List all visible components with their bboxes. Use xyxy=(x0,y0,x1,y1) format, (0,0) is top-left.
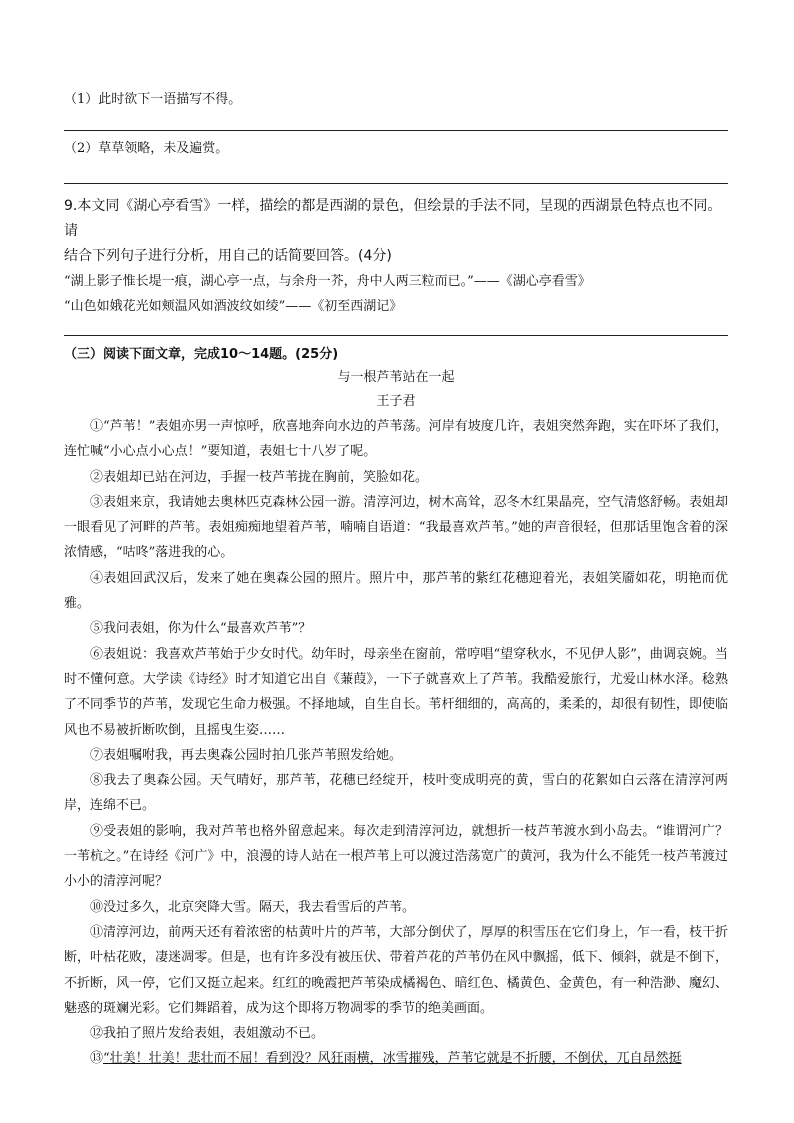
article-author: 王子君 xyxy=(376,394,416,409)
paragraph-1: ①“芦苇！”表姐亦男一声惊呼，欣喜地奔向水边的芦苇荡。河岸有坡度几许，表姐突然奔跑，实在吓坏了我们，连忙喊“小心点小心点！”要知道，表姐七十八岁了呢。 xyxy=(64,419,728,460)
answer-line-1 xyxy=(64,130,728,131)
question-9 xyxy=(64,194,728,319)
paragraph-2: ②表姐却已站在河边，手握一枝芦苇拢在胸前，笑脸如花。 xyxy=(90,469,429,485)
paragraph-11: ⑪清淳河边，前两天还有着浓密的枯黄叶片的芦苇，大部分倒伏了，厚厚的积雪压在它们身上，乍一看，枝干折断，叶枯花败，凄迷凋零。但是，也有许多没有被压伏、带着芦花的芦苇仍在风中飘摇，低下、倾斜，就是不倒下，不折断，风一停，它们又挺立起来。红红的晚霞把芦苇染成橘褐色、暗红色、橘黄色、金黄色，有一种浩渺、魔幻、魅惑的斑斓光彩。它们舞蹈着，成为这个即将万物凋零的季节的绝美画面。 xyxy=(64,924,728,1016)
question-9-quote-1: “湖上影子惟长堤一痕，湖心亭一点，与余舟一芥，舟中人两三粒而已。”——《湖心亭看雪》 xyxy=(64,274,591,289)
paragraph-3: ③表姐来京，我请她去奥林匹克森林公园一游。清淳河边，树木高耸，忍冬木红果晶亮，空气清悠舒畅。表姐却一眼看见了河畔的芦苇。表姐痴痴地望着芦苇，喃喃自语道：“我最喜欢芦苇。”她的声音很轻，但那话里饱含着的深浓情感，“咕咚”落进我的心。 xyxy=(64,494,728,561)
paragraph-13-number: ⑬ xyxy=(90,1051,104,1067)
translation-item-2: （2）草草领略，未及遍赏。 xyxy=(64,141,229,156)
paragraph-8: ⑧我去了奥森公园。天气晴好，那芦苇，花穗已经绽开，枝叶变成明亮的黄，雪白的花絮如白云落在清淳河两岸，连绵不已。 xyxy=(64,773,728,814)
translation-item-1: （1）此时欲下一语描写不得。 xyxy=(64,92,242,107)
paragraph-7: ⑦表姐嘱咐我，再去奥森公园时拍几张芦苇照发给她。 xyxy=(90,747,403,763)
section-heading: （三）阅读下面文章，完成10～14题。(25分) xyxy=(64,347,339,362)
paragraph-12: ⑫我拍了照片发给表姐，表姐激动不已。 xyxy=(90,1026,325,1042)
paragraph-13-underlined-text: “壮美！壮美！悲壮而不屈！看到没？风狂雨横，冰雪摧残，芦苇它就是不折腰，不倒伏，兀自昂然挺 xyxy=(103,1051,682,1067)
paragraph-13 xyxy=(64,1046,728,1071)
document-page xyxy=(64,84,728,1072)
paragraph-10: ⑩没过多久，北京突降大雪。隔天，我去看雪后的芦苇。 xyxy=(90,899,416,915)
paragraph-6: ⑥表姐说：我喜欢芦苇始于少女时代。幼年时，母亲坐在窗前，常哼唱“望穿秋水，不见伊人影”，曲调哀婉。当时不懂何意。大学读《诗经》时才知道它出自《蒹葭》，一下子就喜欢上了芦苇。我酷爱旅行，尤爱山林水泽。稔熟了不同季节的芦苇，发现它生命力极强。不择地域，自生自长。苇杆细细的，高高的，柔柔的，却很有韧性，即使临风也不易被折断吹倒，且摇曳生姿…… xyxy=(64,646,728,738)
paragraph-4: ④表姐回武汉后，发来了她在奥森公园的照片。照片中，那芦苇的紫红花穗迎着光，表姐笑靥如花，明艳而优雅。 xyxy=(64,570,728,612)
paragraph-5: ⑤我问表姐，你为什么“最喜欢芦苇”？ xyxy=(90,621,312,637)
question-9-line-1: 9.本文同《湖心亭看雪》一样，描绘的都是西湖的景色，但绘景的手法不同，呈现的西湖景色特点也不同。请 xyxy=(64,198,722,239)
question-9-line-2: 结合下列句子进行分析，用自己的话简要回答。(4分) xyxy=(64,248,392,264)
section-3 xyxy=(64,344,728,1072)
answer-line-2 xyxy=(64,183,728,184)
paragraph-9: ⑨受表姐的影响，我对芦苇也格外留意起来。每次走到清淳河边，就想折一枝芦苇渡水到小岛去。“谁谓河广？一苇杭之。”在诗经《河广》中，浪漫的诗人站在一根芦苇上可以渡过浩荡宽广的黄河，我为什么不能凭一枝芦苇渡过小小的清淳河呢？ xyxy=(64,823,728,890)
question-9-quote-2: “山色如娥花光如颊温风如酒波纹如绫”——《初至西湖记》 xyxy=(64,299,403,314)
article-title: 与一根芦苇站在一起 xyxy=(337,370,455,385)
answer-line-3 xyxy=(64,335,728,336)
